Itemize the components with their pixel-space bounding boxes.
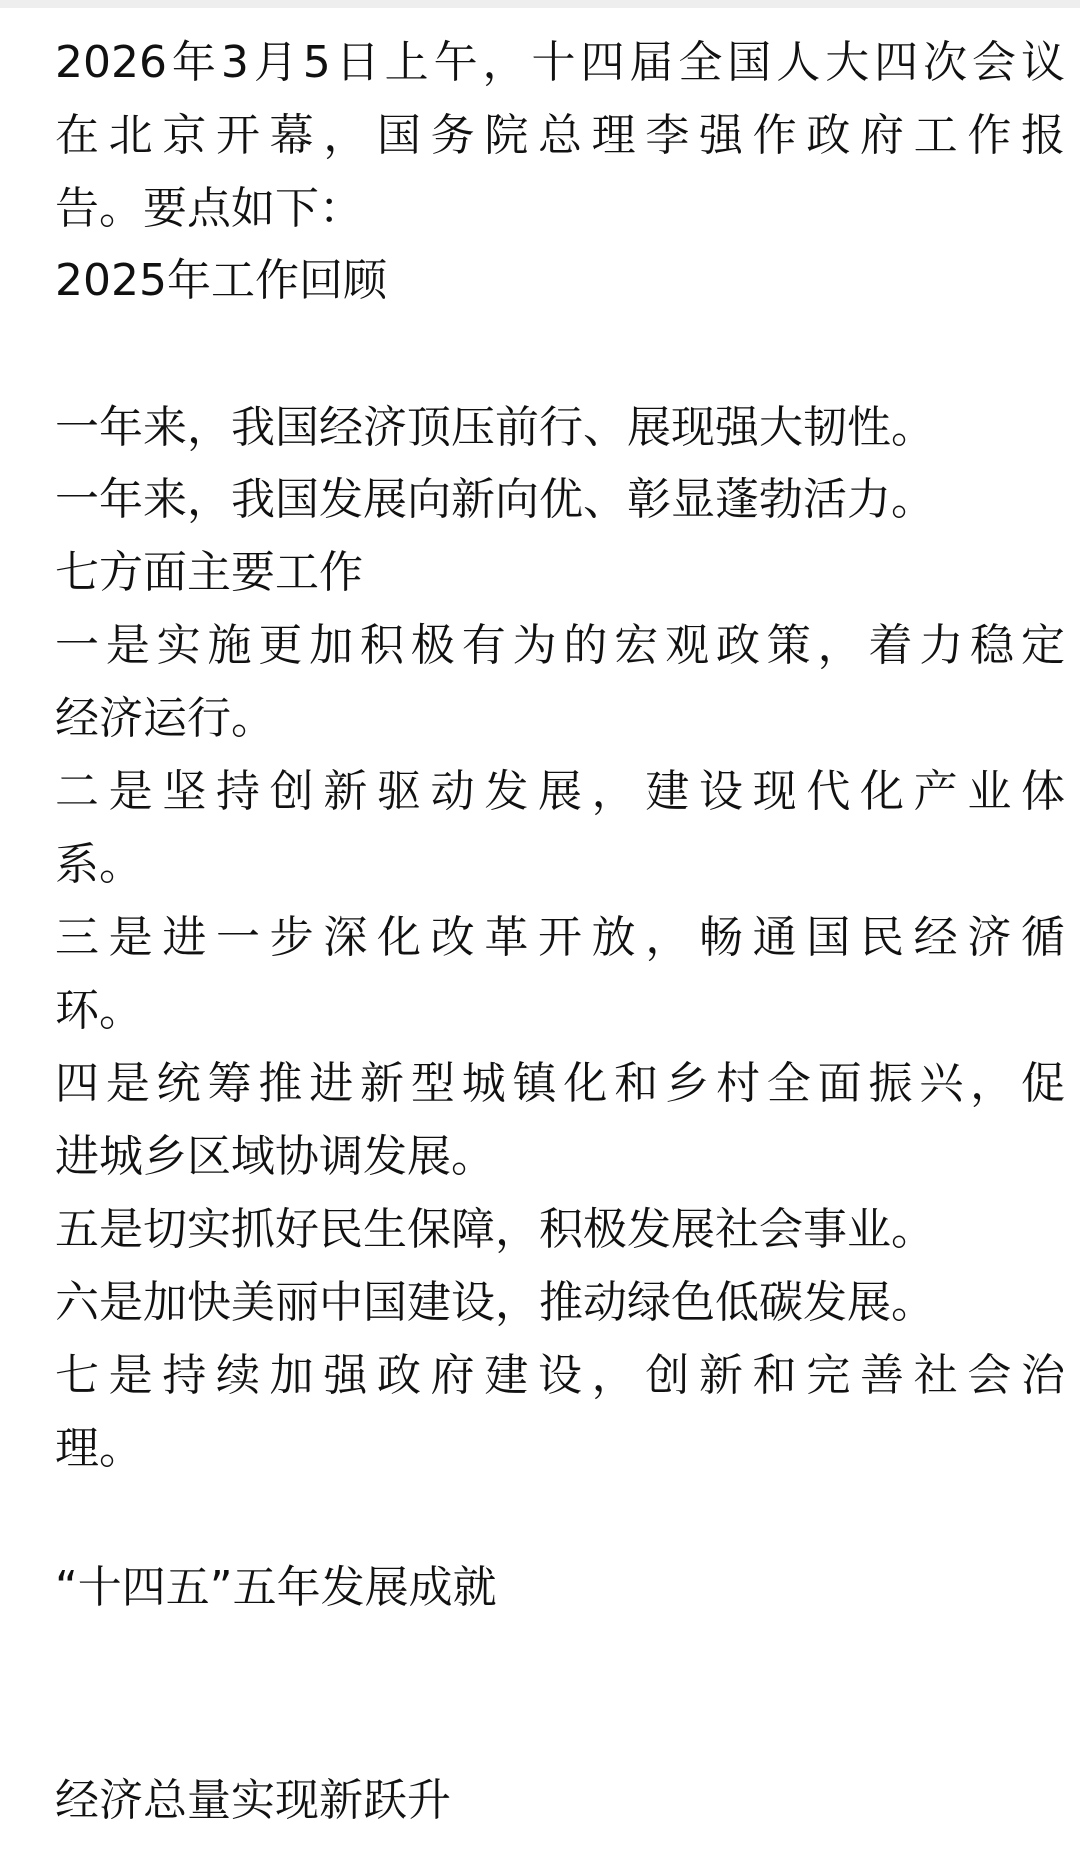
top-edge-strip: [0, 0, 1080, 8]
text-line: 四是统筹推进新型城镇化和乡村全面振兴，促: [55, 1058, 1065, 1109]
text-line: 在北京开幕，国务院总理李强作政府工作报: [55, 110, 1065, 161]
text-line: 系。: [55, 839, 143, 890]
text-line: 七是持续加强政府建设，创新和完善社会治: [55, 1350, 1065, 1401]
text-line: 六是加快美丽中国建设，推动绿色低碳发展。: [55, 1277, 935, 1328]
text-line: 一年来，我国经济顶压前行、展现强大韧性。: [55, 402, 935, 453]
text-line: 一是实施更加积极有为的宏观政策，着力稳定: [55, 620, 1065, 671]
text-line: 五是切实抓好民生保障，积极发展社会事业。: [55, 1204, 935, 1255]
text-line: 环。: [55, 985, 143, 1036]
text-line: 理。: [55, 1423, 143, 1474]
section-heading: 2025年工作回顾: [55, 255, 387, 306]
text-line: 三是进一步深化改革开放，畅通国民经济循: [55, 912, 1065, 963]
text-line: 经济运行。: [55, 693, 275, 744]
text-line: 进城乡区域协调发展。: [55, 1131, 495, 1182]
text-line: 二是坚持创新驱动发展，建设现代化产业体: [55, 766, 1065, 817]
text-line: 2026年3月5日上午，十四届全国人大四次会议: [55, 37, 1065, 88]
section-heading: “十四五”五年发展成就: [55, 1562, 497, 1613]
section-heading: 经济总量实现新跃升: [55, 1775, 451, 1826]
text-line: 一年来，我国发展向新向优、彰显蓬勃活力。: [55, 474, 935, 525]
section-heading: 七方面主要工作: [55, 547, 363, 598]
text-line: 告。要点如下：: [55, 183, 363, 234]
